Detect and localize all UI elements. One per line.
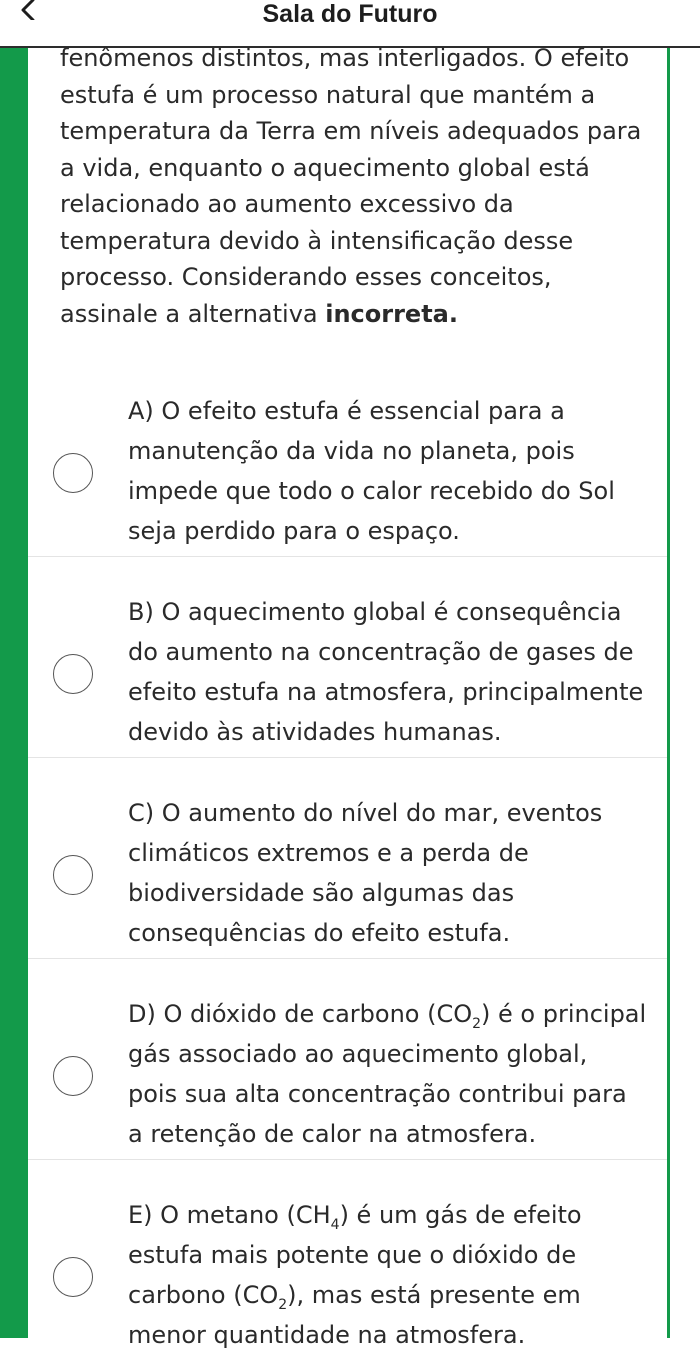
question-line: estufa é um processo natural que mantém a xyxy=(60,80,596,109)
option-a-text xyxy=(128,391,663,551)
page-title: Sala do Futuro xyxy=(262,0,438,28)
option-d-text xyxy=(128,994,663,1154)
option-text-segment: D) O dióxido de carbono (CO xyxy=(128,1000,473,1028)
option-line xyxy=(128,1195,663,1235)
subscript: 4 xyxy=(330,1216,340,1233)
question-line xyxy=(60,296,660,333)
question-line: relacionado ao aumento excessivo da xyxy=(60,190,514,218)
option-line: C) O aumento do nível do mar, eventos xyxy=(128,799,603,827)
option-line: estufa mais potente que o dióxido de xyxy=(128,1241,577,1269)
option-line: climáticos extremos e a perda de xyxy=(128,839,529,867)
option-line: efeito estufa na atmosfera, principalmente xyxy=(128,678,644,706)
question-line: processo. Considerando esses conceitos, xyxy=(60,263,552,291)
accent-line-right xyxy=(667,48,670,1338)
option-line xyxy=(128,994,663,1034)
option-line xyxy=(128,1275,663,1315)
option-a[interactable] xyxy=(28,383,667,555)
option-line: pois sua alta concentração contribui para xyxy=(128,1080,627,1108)
divider xyxy=(28,757,667,758)
divider xyxy=(28,1159,667,1160)
option-e-radio[interactable] xyxy=(53,1257,93,1297)
option-a-radio[interactable] xyxy=(53,453,93,493)
option-line: devido às atividades humanas. xyxy=(128,718,502,746)
question-line: fenômenos distintos, mas interligados. O efeito xyxy=(60,44,630,72)
question-line-prefix: assinale a alternativa xyxy=(60,299,326,328)
question-text xyxy=(60,40,660,332)
option-text-segment: E) O metano (CH xyxy=(128,1201,331,1229)
option-line: gás associado ao aquecimento global, xyxy=(128,1040,588,1068)
option-c-radio[interactable] xyxy=(53,855,93,895)
subscript: 2 xyxy=(278,1296,288,1313)
option-b-text xyxy=(128,592,663,752)
divider xyxy=(28,958,667,959)
option-b-radio[interactable] xyxy=(53,654,93,694)
option-text-segment: carbono (CO xyxy=(128,1281,279,1309)
option-line: menor quantidade na atmosfera. xyxy=(128,1321,526,1349)
question-line: temperatura devido à intensificação desse xyxy=(60,226,574,255)
question-line: a vida, enquanto o aquecimento global está xyxy=(60,153,590,182)
question-card xyxy=(28,44,667,1349)
subscript: 2 xyxy=(472,1015,482,1032)
option-c[interactable] xyxy=(28,785,667,957)
option-e[interactable] xyxy=(28,1187,667,1359)
option-d-radio[interactable] xyxy=(53,1056,93,1096)
option-line: impede que todo o calor recebido do Sol xyxy=(128,477,615,505)
question-emphasis: incorreta. xyxy=(325,299,458,328)
question-line: temperatura da Terra em níveis adequados para xyxy=(60,117,642,145)
option-line: A) O efeito estufa é essencial para a xyxy=(128,397,565,425)
option-b[interactable] xyxy=(28,584,667,756)
accent-bar-left xyxy=(0,48,28,1338)
option-line: do aumento na concentração de gases de xyxy=(128,638,634,666)
option-line: B) O aquecimento global é consequência xyxy=(128,598,622,626)
option-line: consequências do efeito estufa. xyxy=(128,919,511,947)
option-c-text xyxy=(128,793,663,953)
option-d[interactable] xyxy=(28,986,667,1158)
option-line: a retenção de calor na atmosfera. xyxy=(128,1120,537,1148)
option-line: biodiversidade são algumas das xyxy=(128,879,515,907)
option-line: seja perdido para o espaço. xyxy=(128,517,460,545)
option-text-segment: ) é um gás de efeito xyxy=(339,1201,582,1229)
option-e-text xyxy=(128,1195,663,1355)
option-text-segment: ), mas está presente em xyxy=(287,1281,581,1309)
option-text-segment: ) é o principal xyxy=(481,1000,647,1028)
divider xyxy=(28,556,667,557)
option-line: manutenção da vida no planeta, pois xyxy=(128,437,575,465)
